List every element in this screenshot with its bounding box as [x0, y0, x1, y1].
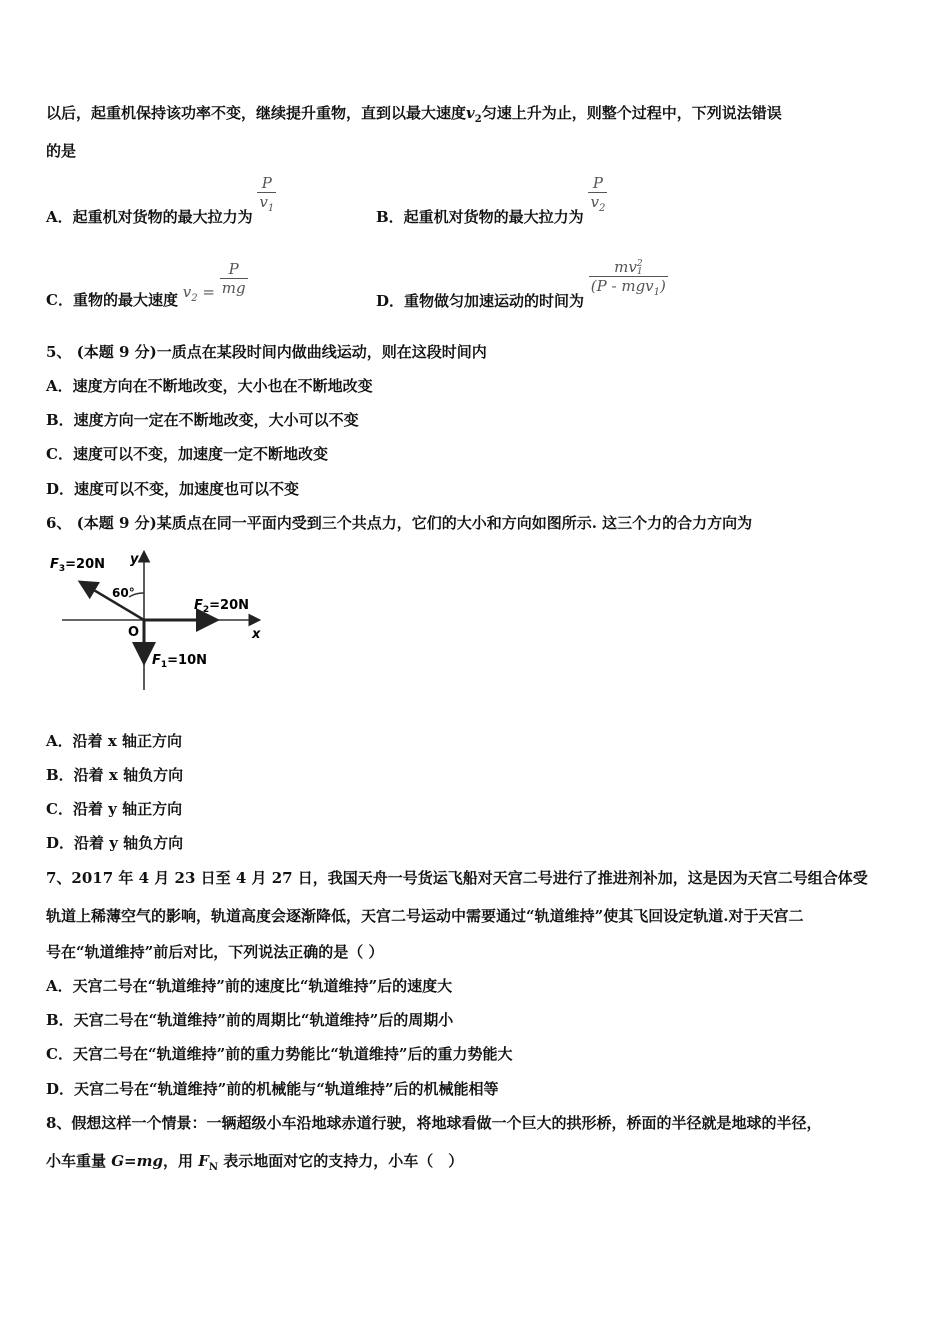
q5-option-d: D．速度可以不变，加速度也可以不变 [46, 480, 300, 498]
q4-option-c [46, 260, 248, 309]
q4-option-a [46, 174, 276, 226]
q6-option-d: D．沿着 y 轴负方向 [46, 834, 184, 852]
f2-label: $F_2=20N$ [194, 598, 250, 615]
q7-option-c: C．天宫二号在“轨道维持”前的重力势能比“轨道维持”后的重力势能大 [46, 1045, 513, 1063]
q4-option-d-num-sub: 1 [636, 267, 643, 277]
q4-intro-text-b: 匀速上升为止，则整个过程中，下列说法错误 [481, 104, 782, 122]
force-diagram [46, 545, 276, 695]
q4-option-d-fraction [589, 258, 668, 298]
q5-option-b: B．速度方向一定在不断地改变，大小可以不变 [46, 411, 359, 429]
q5-option-a: A．速度方向在不断地改变，大小也在不断地改变 [46, 377, 373, 395]
q4-option-c-lhs [182, 282, 198, 304]
q4-intro-line2: 的是 [46, 142, 77, 160]
q8-line2-text-a: 小车重量 [46, 1152, 112, 1170]
q4-option-c-v-sub: 2 [191, 292, 198, 304]
q4-option-c-eq: = [202, 282, 215, 301]
q8-stem-line2 [46, 1150, 463, 1173]
q7-stem-line2: 轨道上稀薄空气的影响，轨道高度会逐渐降低，天宫二号运动中需要通过“轨道维持”使其飞回设定轨道.对于天宫二 [46, 907, 804, 925]
q6-option-c: C．沿着 y 轴正方向 [46, 800, 183, 818]
q6-option-a: A．沿着 x 轴正方向 [46, 732, 183, 750]
q7-stem-line3: 号在“轨道维持”前后对比，下列说法正确的是（ ） [46, 943, 384, 961]
q8-normal-force-symbol: F [198, 1152, 209, 1170]
q6-stem: 6、 (本题 9 分)某质点在同一平面内受到三个共点力，它们的大小和方向如图所示. 这三个力的合力方向为 [46, 514, 753, 532]
q4-option-b [376, 174, 607, 226]
q7-stem-line1: 7、2017 年 4 月 23 日至 4 月 27 日，我国天舟一号货运飞船对天宫二号进行了推进剂补加，这是因为天宫二号组合体受 [46, 869, 868, 887]
y-label: y [130, 552, 139, 567]
q4-option-d-den-sub: 1 [653, 287, 661, 298]
q4-intro-v: v [466, 104, 475, 122]
q4-option-a-den-sub: 1 [267, 203, 275, 214]
origin-label: O [128, 625, 140, 640]
q8-stem-line1: 8、假想这样一个情景：一辆超级小车沿地球赤道行驶，将地球看做一个巨大的拱形桥，桥面的半径就是地球的半径， [46, 1114, 822, 1132]
q4-option-b-den-sub: 2 [598, 203, 606, 214]
q8-gravity-formula: G=mg [111, 1152, 163, 1170]
q4-option-a-den: v [259, 193, 268, 211]
angle-label: 60° [112, 586, 135, 600]
q4-option-c-den: mg [221, 279, 246, 297]
q4-option-b-den: v [590, 193, 599, 211]
q4-intro-text-a: 以后，起重机保持该功率不变，继续提升重物，直到以最大速度 [46, 104, 467, 122]
q8-line2-text-c: 表示地面对它的支持力，小车（ ） [218, 1152, 464, 1170]
q4-option-c-v: v [182, 282, 192, 301]
q4-intro-line1 [46, 102, 782, 125]
x-label: x [252, 627, 261, 642]
q4-option-b-num: P [592, 174, 603, 192]
q4-option-c-text: C．重物的最大速度 [46, 290, 178, 309]
q4-option-b-fraction [588, 174, 607, 214]
q4-option-b-text: B．起重机对货物的最大拉力为 [376, 208, 584, 226]
q6-option-b: B．沿着 x 轴负方向 [46, 766, 184, 784]
q4-intro-v-sub: 2 [474, 114, 482, 125]
f3-label: $F_3=20N$ [50, 557, 106, 574]
q8-line2-text-b: ，用 [162, 1152, 199, 1170]
q8-normal-force-sub: N [208, 1162, 219, 1173]
q4-option-a-num: P [261, 174, 272, 192]
q4-option-d-den-close: ) [660, 277, 666, 295]
q4-option-d-text: D．重物做匀加速运动的时间为 [376, 292, 585, 310]
q4-option-c-num: P [228, 260, 239, 278]
q4-option-c-fraction [220, 260, 248, 297]
q4-option-a-text: A．起重机对货物的最大拉力为 [46, 208, 253, 226]
f1-label: $F_1=10N$ [152, 653, 208, 670]
q5-stem: 5、 (本题 9 分)一质点在某段时间内做曲线运动，则在这段时间内 [46, 343, 487, 361]
q7-option-d: D．天宫二号在“轨道维持”前的机械能与“轨道维持”后的机械能相等 [46, 1080, 499, 1098]
q4-option-a-fraction [257, 174, 276, 214]
q4-option-d [376, 258, 668, 310]
q4-option-d-den: (P - mgv [590, 277, 654, 295]
q5-option-c: C．速度可以不变，加速度一定不断地改变 [46, 445, 328, 463]
q4-option-d-num-sup: 2 [636, 259, 643, 269]
q7-option-a: A．天宫二号在“轨道维持”前的速度比“轨道维持”后的速度大 [46, 977, 453, 995]
q4-option-d-num: mv [614, 258, 637, 276]
q7-option-b: B．天宫二号在“轨道维持”前的周期比“轨道维持”后的周期小 [46, 1011, 454, 1029]
